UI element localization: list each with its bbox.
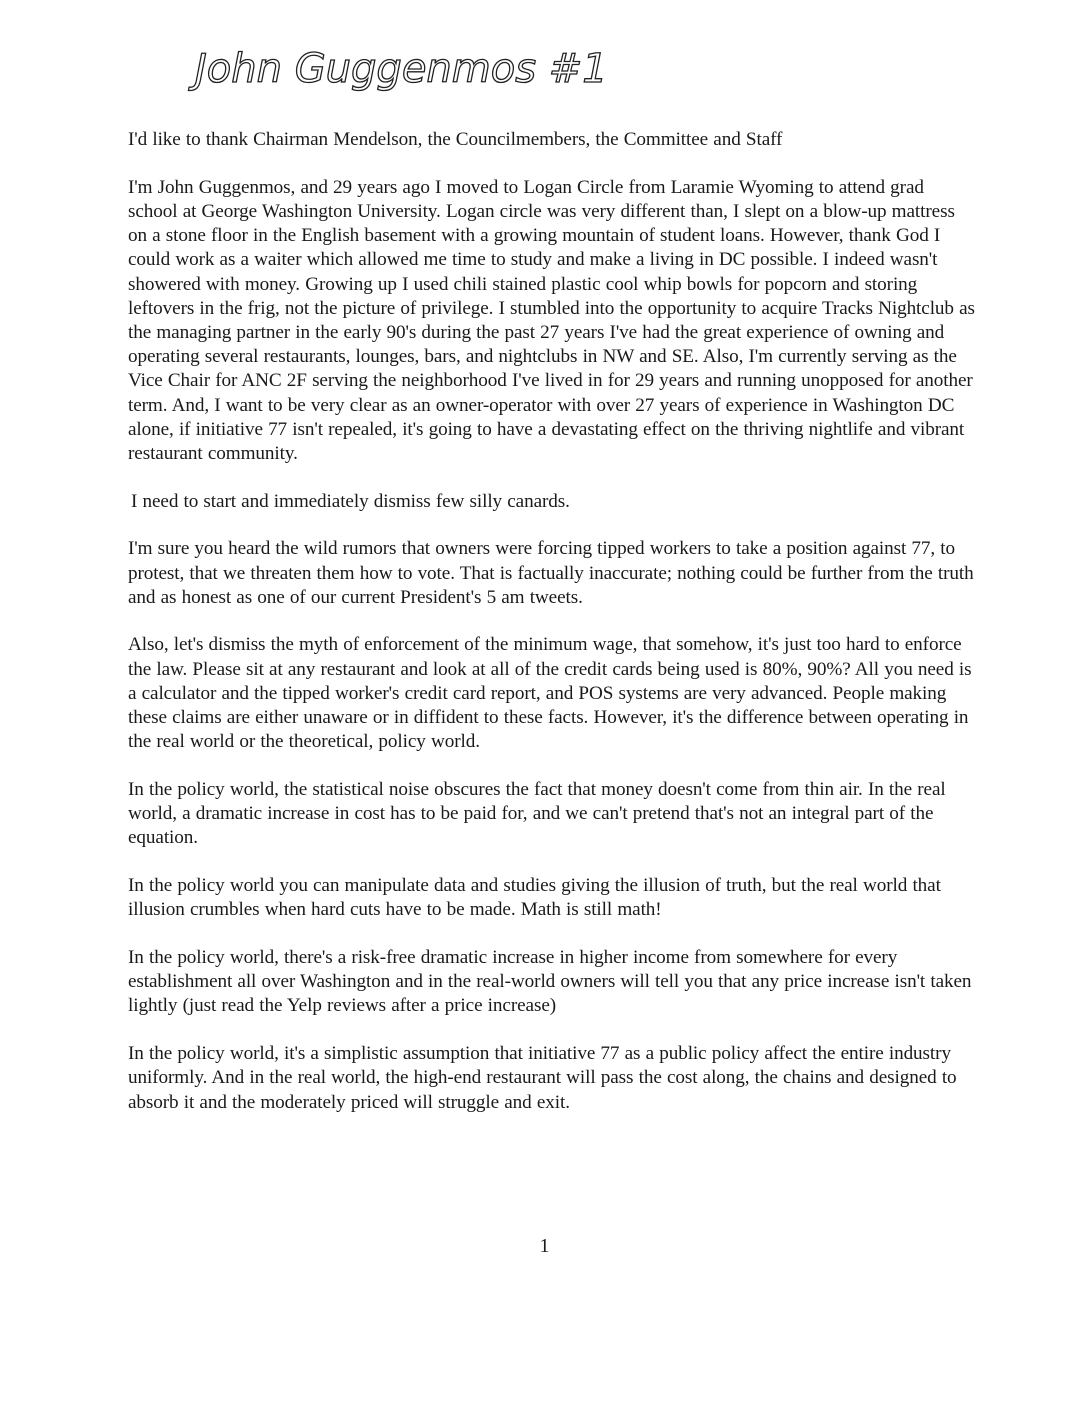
handwritten-header-svg [195, 42, 635, 102]
handwritten-header-text: John Guggenmos #1 [195, 46, 608, 92]
paragraph-introduction: I'm John Guggenmos, and 29 years ago I moved to Logan Circle from Laramie Wyoming to attend grad school at George Washington University. Logan circle was very different than, I slept on a blow-up mattress on a stone floor in the English basement with a growing mountain of student loans. However, thank God I could work as a waiter which allowed me time to study and make a living in DC possible. I indeed wasn't showered with money. Growing up I used chili stained plastic cool whip bowls for popcorn and storing leftovers in the frig, not the picture of privilege. I stumbled into the opportunity to acquire Tracks Nightclub as the managing partner in the early 90's during the past 27 years I've had the great experience of owning and operating several restaurants, lounges, bars, and nightclubs in NW and SE. Also, I'm currently serving as the Vice Chair for ANC 2F serving the neighborhood I've lived in for 29 years and running unopposed for another term. And, I want to be very clear as an owner-operator with over 27 years of experience in Washington DC alone, if initiative 77 isn't repealed, it's going to have a devastating effect on the thriving nightlife and vibrant restaurant community. [128, 176, 975, 464]
document-body [128, 128, 978, 1138]
paragraph-policy-industry: In the policy world, it's a simplistic assumption that initiative 77 as a public policy affect the entire industry uniformly. And in the real world, the high-end restaurant will pass the cost along, the chains and designed to absorb it and the moderately priced will struggle and exit. [128, 1043, 957, 1113]
paragraph-canards: I need to start and immediately dismiss few silly canards. [131, 490, 570, 512]
paragraph-policy-income: In the policy world, there's a risk-free dramatic increase in higher income from somewhere for every establishment all over Washington and in the real-world owners will tell you that any price increase isn't taken lightly (just read the Yelp reviews after a price increase) [128, 946, 972, 1017]
handwritten-header [195, 42, 635, 102]
paragraph-thanks: I'd like to thank Chairman Mendelson, the Councilmembers, the Committee and Staff [128, 129, 783, 150]
paragraph-rumors: I'm sure you heard the wild rumors that owners were forcing tipped workers to take a position against 77, to protest, that we threaten them how to vote. That is factually inaccurate; nothing could be further from the truth and as honest as one of our current President's 5 am tweets. [128, 538, 974, 608]
paragraph-enforcement: Also, let's dismiss the myth of enforcement of the minimum wage, that somehow, it's just too hard to enforce the law. Please sit at any restaurant and look at all of the credit cards being used is 80%, 90%? All you need is a calculator and the tipped worker's credit card report, and POS systems are very advanced. People making these claims are either unaware or in diffident to these facts. However, it's the difference between operating in the real world or the theoretical, policy world. [128, 634, 972, 753]
paragraph-policy-data: In the policy world you can manipulate data and studies giving the illusion of truth, but the real world that illusion crumbles when hard cuts have to be made. Math is still math! [128, 875, 941, 921]
page-number: 1 [539, 1235, 550, 1257]
paragraph-policy-money: In the policy world, the statistical noise obscures the fact that money doesn't come from thin air. In the real world, a dramatic increase in cost has to be paid for, and we can't pretend that's not an integral part of the equation. [128, 778, 946, 849]
